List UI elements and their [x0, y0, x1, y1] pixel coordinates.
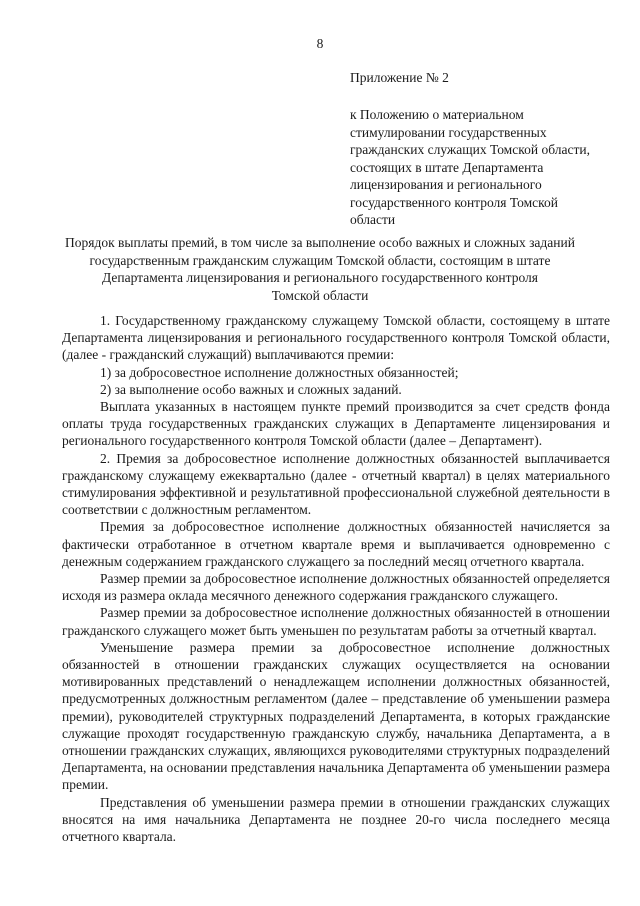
- appendix-ref-line: состоящих в штате Департамента: [350, 159, 544, 175]
- paragraph: 2. Премия за добросовестное исполнение должностных обязанностей выплачивается гражданскому служащему ежеквартально (далее - отчетный квартал) в целях материального стимулирования эффективной и результативной профессиональной служебной деятельности в соответствии с должностным регламентом.: [62, 450, 610, 518]
- paragraph: 2) за выполнение особо важных и сложных заданий.: [100, 381, 402, 397]
- appendix-reference: [350, 106, 610, 229]
- paragraph: Премия за добросовестное исполнение должностных обязанностей начисляется за фактически отработанное в отчетном квартале время и выплачивается одновременно с денежным содержанием гражданского служащего за последний месяц отчетного квартала.: [62, 519, 610, 569]
- appendix-ref-line: гражданских служащих Томской области,: [350, 142, 590, 157]
- paragraph: Уменьшение размера премии за добросовестное исполнение должностных обязанностей в отношении гражданских служащих осуществляется на основании мотивированных представлений о ненадлежащем исполнении должностных обязанностей, предусмотренных должностным регламентом (далее – представление об уменьшении размера премии), руководителей структурных подразделений Департамента, в которых гражданские служащие проходят государственную гражданскую службу, начальника Департамента, а в отношении гражданских служащих, являющихся руководителями структурных подразделений Департамента, на основании представления начальника Департамента об уменьшении размера премии.: [62, 639, 610, 793]
- appendix-ref-line: области: [350, 212, 396, 227]
- document-heading: [40, 234, 600, 304]
- heading-line: Департамента лицензирования и регионального государственного контроля: [102, 270, 538, 285]
- appendix-ref-line: к Положению о материальном: [350, 107, 524, 122]
- paragraph: Представления об уменьшении размера премии в отношении гражданских служащих вносятся на имя начальника Департамента не позднее 20-го числа последнего месяца отчетного квартала.: [62, 794, 610, 845]
- paragraph: Выплата указанных в настоящем пункте премий производится за счет средств фонда оплаты труда государственных гражданских служащих в Департаменте лицензирования и регионального государственного контроля Томской области (далее – Департамент).: [62, 399, 610, 449]
- appendix-ref-line: стимулировании государственных: [350, 124, 547, 140]
- appendix-title: Приложение № 2: [350, 70, 449, 85]
- heading-line: Порядок выплаты премий, в том числе за выполнение особо важных и сложных заданий: [65, 235, 575, 250]
- appendix-ref-line: государственного контроля Томской: [350, 194, 558, 210]
- page-number: 8: [316, 36, 324, 51]
- paragraph: 1) за добросовестное исполнение должностных обязанностей;: [100, 364, 459, 380]
- heading-line: Томской области: [271, 287, 369, 303]
- document-body: [62, 312, 610, 845]
- paragraph: 1. Государственному гражданскому служащему Томской области, состоящему в штате Департамента лицензирования и регионального государственного контроля Томской области, (далее - гражданский служащий) выплачиваются премии:: [62, 313, 610, 363]
- paragraph: Размер премии за добросовестное исполнение должностных обязанностей в отношении гражданского служащего может быть уменьшен по результатам работы за отчетный квартал.: [62, 605, 610, 638]
- appendix-ref-line: лицензирования и регионального: [350, 177, 542, 192]
- heading-line: государственным гражданским служащим Томской области, состоящим в штате: [89, 252, 551, 268]
- paragraph: Размер премии за добросовестное исполнение должностных обязанностей определяется исходя из размера оклада месячного денежного содержания гражданского служащего.: [62, 571, 610, 604]
